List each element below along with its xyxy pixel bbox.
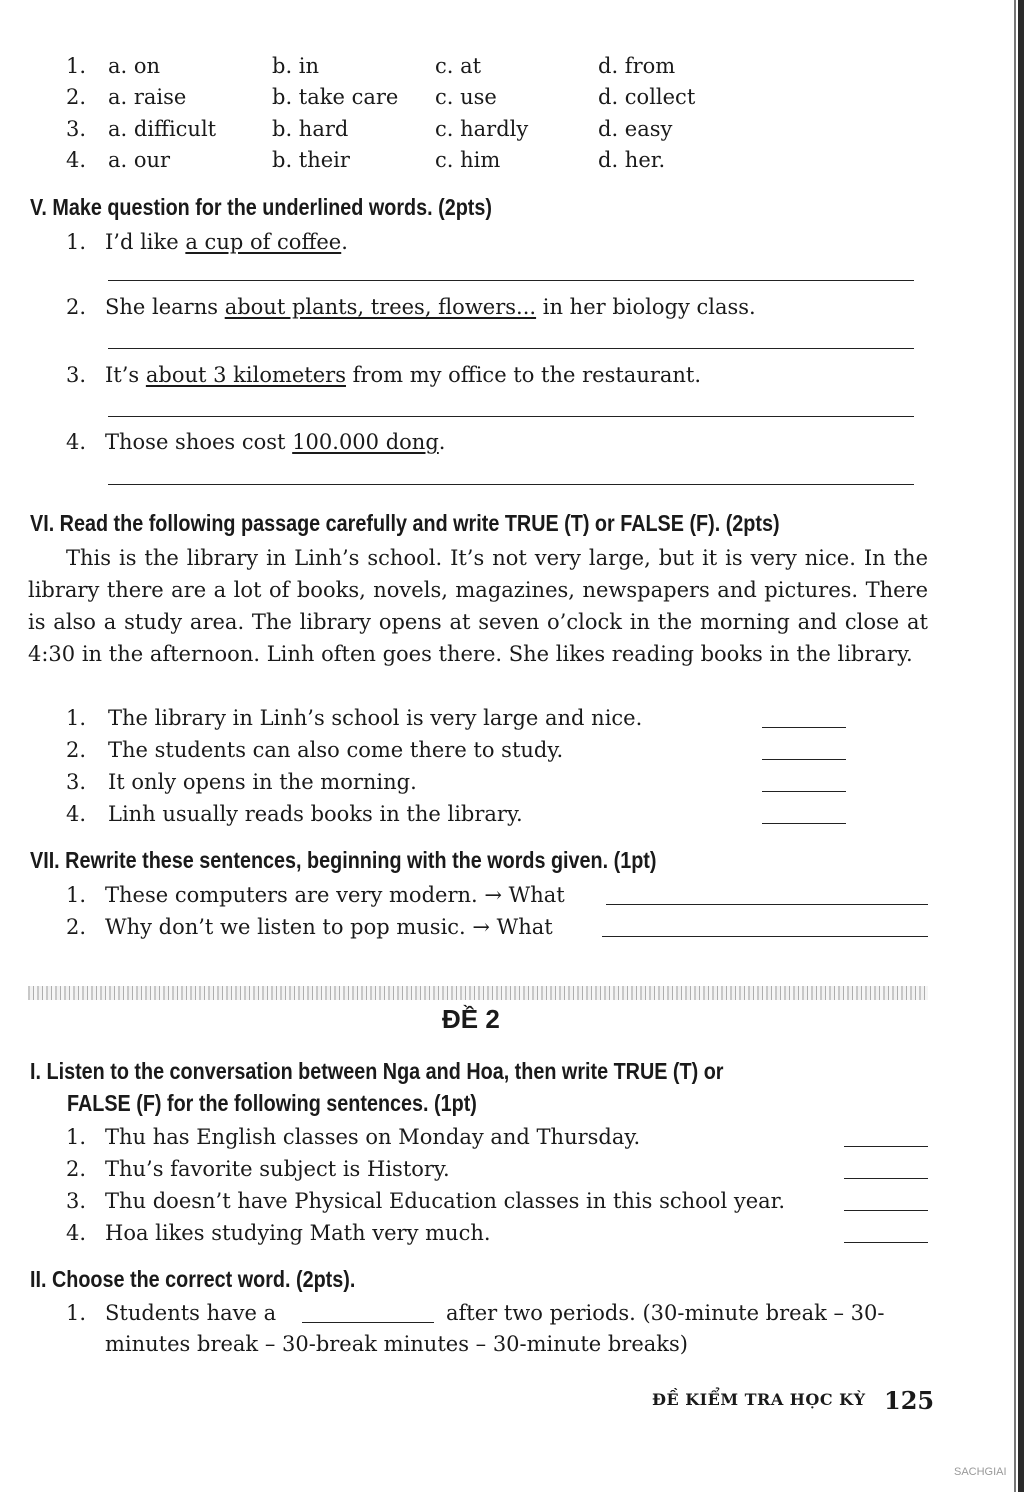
tf-statement: Linh usually reads books in the library. xyxy=(108,802,523,826)
choice-b: b. hard xyxy=(272,117,349,141)
tf-num: 3. xyxy=(66,1189,87,1213)
choose-num: 1. xyxy=(66,1301,87,1325)
choice-d: d. collect xyxy=(598,85,696,109)
rewrite-answer-line[interactable] xyxy=(606,904,928,905)
choice-c: c. him xyxy=(435,148,501,172)
page-edge-shadow xyxy=(1018,0,1024,1492)
tf-answer-blank[interactable] xyxy=(762,791,846,792)
choice-a: a. difficult xyxy=(108,117,217,141)
choose-text-end: after two periods. (30-minute break – 30- xyxy=(446,1301,885,1325)
choice-b: b. in xyxy=(272,54,320,78)
answer-line[interactable] xyxy=(108,484,914,485)
choice-a: a. on xyxy=(108,54,161,78)
reading-passage: This is the library in Linh’s school. It’s not very large, but it is very nice. In the library there are a lot of books, novels, magazines, newspapers and pictures. There is also a study area. The library opens at seven o’clock in the morning and close at 4:30 in the afternoon. Linh often goes there. She likes reading books in the library. xyxy=(28,546,928,666)
answer-line[interactable] xyxy=(108,416,914,417)
tf-num: 4. xyxy=(66,1221,87,1245)
tf-answer-blank[interactable] xyxy=(844,1146,928,1147)
tf-num: 1. xyxy=(66,1125,87,1149)
tf-answer-blank[interactable] xyxy=(844,1242,928,1243)
tf-num: 2. xyxy=(66,738,87,762)
choice-c: c. hardly xyxy=(435,117,529,141)
tf-answer-blank[interactable] xyxy=(844,1178,928,1179)
page-number: 125 xyxy=(884,1386,935,1415)
footer-label: ĐỀ KIỂM TRA HỌC KỲ xyxy=(652,1390,866,1409)
tf-statement: Thu has English classes on Monday and Thursday. xyxy=(105,1125,641,1149)
rewrite-prompt: Why don’t we listen to pop music. → What xyxy=(105,915,553,939)
choose-text-line2: minutes break – 30-break minutes – 30-minute breaks) xyxy=(105,1332,688,1356)
choice-d: d. her. xyxy=(598,148,666,172)
question-text: Those shoes cost 100.000 dong. xyxy=(105,430,446,454)
rewrite-num: 1. xyxy=(66,883,87,907)
tf-answer-blank[interactable] xyxy=(762,759,846,760)
tf-statement: The students can also come there to study. xyxy=(108,738,564,762)
question-text: I’d like a cup of coffee. xyxy=(105,230,348,254)
tf-statement: Hoa likes studying Math very much. xyxy=(105,1221,491,1245)
exam-2-title: ĐỀ 2 xyxy=(442,1004,500,1034)
part-i-heading-line1: I. Listen to the conversation between Nga and Hoa, then write TRUE (T) or xyxy=(30,1058,724,1084)
question-num: 2. xyxy=(66,295,87,319)
tf-statement: Thu’s favorite subject is History. xyxy=(105,1157,450,1181)
choice-num: 2. xyxy=(66,85,87,109)
tf-statement: It only opens in the morning. xyxy=(108,770,417,794)
choose-text-start: Students have a xyxy=(105,1301,277,1325)
question-text: It’s about 3 kilometers from my office to the restaurant. xyxy=(105,363,702,387)
choose-answer-blank[interactable] xyxy=(302,1322,434,1323)
choice-num: 4. xyxy=(66,148,87,172)
section-vii-heading: VII. Rewrite these sentences, beginning with the words given. (1pt) xyxy=(30,847,657,873)
choice-num: 1. xyxy=(66,54,87,78)
tf-answer-blank[interactable] xyxy=(762,823,846,824)
rewrite-num: 2. xyxy=(66,915,87,939)
tf-num: 4. xyxy=(66,802,87,826)
tf-answer-blank[interactable] xyxy=(844,1210,928,1211)
choice-a: a. raise xyxy=(108,85,187,109)
question-num: 1. xyxy=(66,230,87,254)
section-vi-heading: VI. Read the following passage carefully and write TRUE (T) or FALSE (F). (2pts) xyxy=(30,510,780,536)
choice-a: a. our xyxy=(108,148,171,172)
section-divider xyxy=(28,986,928,1000)
tf-num: 1. xyxy=(66,706,87,730)
tf-statement: Thu doesn’t have Physical Education classes in this school year. xyxy=(105,1189,786,1213)
choice-d: d. from xyxy=(598,54,676,78)
tf-statement: The library in Linh’s school is very large and nice. xyxy=(108,706,643,730)
choice-b: b. take care xyxy=(272,85,399,109)
question-text: She learns about plants, trees, flowers... in her biology class. xyxy=(105,295,756,319)
answer-line[interactable] xyxy=(108,348,914,349)
tf-answer-blank[interactable] xyxy=(762,727,846,728)
question-num: 3. xyxy=(66,363,87,387)
rewrite-answer-line[interactable] xyxy=(602,936,928,937)
choice-c: c. at xyxy=(435,54,482,78)
answer-line[interactable] xyxy=(108,280,914,281)
tf-num: 3. xyxy=(66,770,87,794)
watermark-logo: SACHGIAI xyxy=(954,1466,1007,1478)
question-num: 4. xyxy=(66,430,87,454)
choice-b: b. their xyxy=(272,148,350,172)
tf-num: 2. xyxy=(66,1157,87,1181)
part-ii-heading: II. Choose the correct word. (2pts). xyxy=(30,1266,356,1292)
choice-d: d. easy xyxy=(598,117,673,141)
rewrite-prompt: These computers are very modern. → What xyxy=(105,883,565,907)
choice-num: 3. xyxy=(66,117,87,141)
section-v-heading: V. Make question for the underlined words. (2pts) xyxy=(30,194,492,220)
part-i-heading-line2: FALSE (F) for the following sentences. (1pt) xyxy=(67,1090,477,1116)
choice-c: c. use xyxy=(435,85,497,109)
page-edge-line xyxy=(1014,0,1016,1492)
